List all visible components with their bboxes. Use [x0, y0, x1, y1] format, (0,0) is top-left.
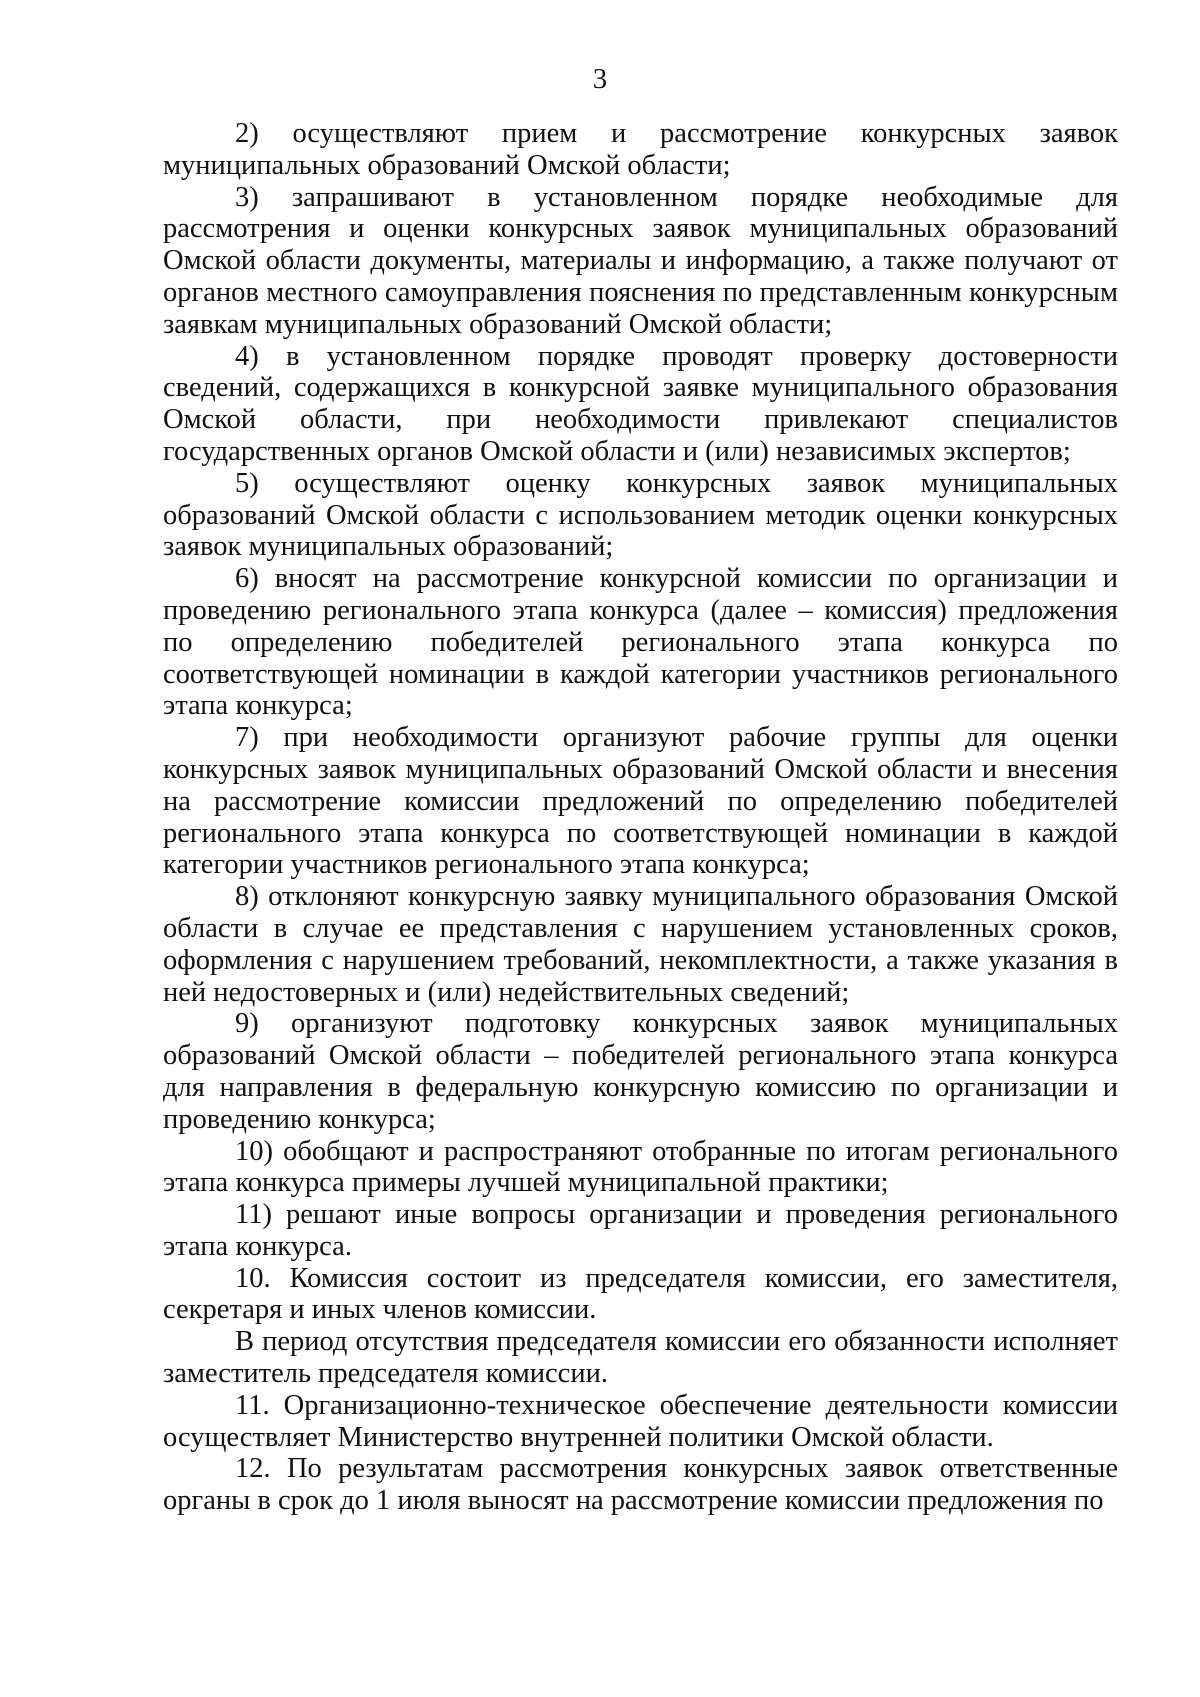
paragraph-item-7: 7) при необходимости организуют рабочие группы для оценки конкурсных заявок муниципальных образований Омской области и внесения на рассмотрение комиссии предложений по определению победителей регионального этапа конкурса по соответствующей номинации в каждой категории участников регионального этапа конкурса; — [163, 722, 1118, 881]
document-body — [163, 118, 1118, 1517]
paragraph-item-2: 2) осуществляют прием и рассмотрение конкурсных заявок муниципальных образований Омской области; — [163, 118, 1118, 181]
paragraph-item-3: 3) запрашивают в установленном порядке необходимые для рассмотрения и оценки конкурсных заявок муниципальных образований Омской области документы, материалы и информацию, а также получают от органов местного самоуправления пояснения по представленным конкурсным заявкам муниципальных образований Омской области; — [163, 181, 1118, 340]
paragraph-item-5: 5) осуществляют оценку конкурсных заявок муниципальных образований Омской области с использованием методик оценки конкурсных заявок муниципальных образований; — [163, 467, 1118, 563]
paragraph-clause-11: 11. Организационно-техническое обеспечение деятельности комиссии осуществляет Министерство внутренней политики Омской области. — [163, 1389, 1118, 1453]
paragraph-item-11: 11) решают иные вопросы организации и проведения регионального этапа конкурса. — [163, 1199, 1118, 1262]
paragraph-clause-12: 12. По результатам рассмотрения конкурсных заявок ответственные органы в срок до 1 июля выносят на рассмотрение комиссии предложения по — [163, 1453, 1118, 1517]
paragraph-clause-10-deputy: В период отсутствия председателя комиссии его обязанности исполняет заместитель председателя комиссии. — [163, 1326, 1118, 1390]
paragraph-item-4: 4) в установленном порядке проводят проверку достоверности сведений, содержащихся в конкурсной заявке муниципального образования Омской области, при необходимости привлекают специалистов государственных органов Омской области и (или) независимых экспертов; — [163, 340, 1118, 467]
paragraph-clause-10: 10. Комиссия состоит из председателя комиссии, его заместителя, секретаря и иных членов комиссии. — [163, 1262, 1118, 1326]
paragraph-item-8: 8) отклоняют конкурсную заявку муниципального образования Омской области в случае ее представления с нарушением установленных сроков, оформления с нарушением требований, некомплектности, а также указания в ней недостоверных и (или) недействительных сведений; — [163, 881, 1118, 1008]
paragraph-item-6: 6) вносят на рассмотрение конкурсной комиссии по организации и проведению регионального этапа конкурса (далее – комиссия) предложения по определению победителей регионального этапа конкурса по соответствующей номинации в каждой категории участников регионального этапа конкурса; — [163, 563, 1118, 722]
paragraph-item-10: 10) обобщают и распространяют отобранные по итогам регионального этапа конкурса примеры лучшей муниципальной практики; — [163, 1135, 1118, 1199]
paragraph-item-9: 9) организуют подготовку конкурсных заявок муниципальных образований Омской области – победителей регионального этапа конкурса для направления в федеральную конкурсную комиссию по организации и проведению конкурса; — [163, 1008, 1118, 1135]
page-number: 3 — [592, 63, 608, 95]
